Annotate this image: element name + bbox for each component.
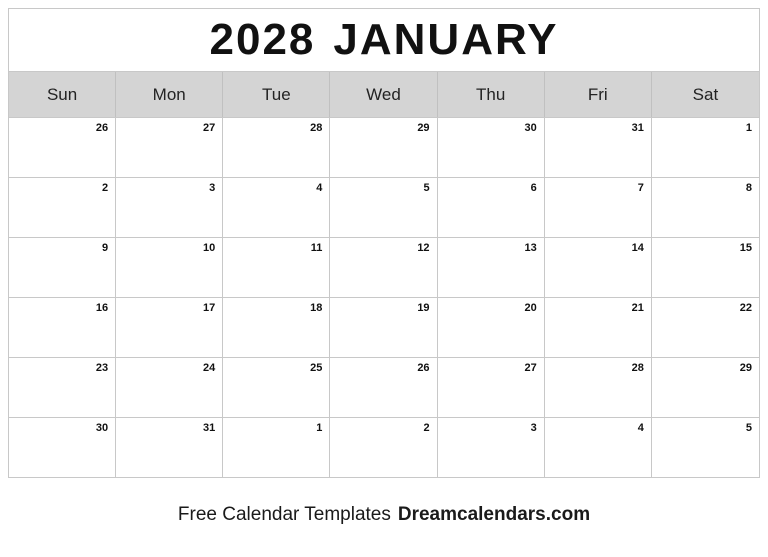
day-number: 9 <box>102 242 109 254</box>
calendar-month: JANUARY <box>333 15 559 64</box>
day-cell[interactable] <box>223 238 330 297</box>
day-number: 5 <box>745 422 752 434</box>
weekday-mon: Mon <box>116 72 223 117</box>
week-row <box>9 418 759 478</box>
day-cell[interactable] <box>9 418 116 477</box>
day-number: 24 <box>203 362 216 374</box>
day-cell[interactable] <box>9 358 116 417</box>
day-cell[interactable] <box>330 118 437 177</box>
day-cell[interactable] <box>116 118 223 177</box>
day-number: 3 <box>530 422 537 434</box>
day-number: 22 <box>739 302 752 314</box>
day-number: 17 <box>203 302 216 314</box>
day-cell[interactable] <box>438 358 545 417</box>
day-number: 25 <box>310 362 323 374</box>
day-number: 13 <box>524 242 537 254</box>
day-number: 1 <box>316 422 323 434</box>
day-cell[interactable] <box>9 298 116 357</box>
day-cell[interactable] <box>545 298 652 357</box>
day-number: 5 <box>423 182 430 194</box>
day-number: 20 <box>524 302 537 314</box>
day-number: 2 <box>102 182 109 194</box>
day-number: 15 <box>739 242 752 254</box>
day-cell[interactable] <box>116 298 223 357</box>
day-cell[interactable] <box>545 118 652 177</box>
day-cell[interactable] <box>438 118 545 177</box>
day-number: 27 <box>524 362 537 374</box>
day-number: 11 <box>310 242 323 254</box>
week-row <box>9 118 759 178</box>
day-number: 31 <box>203 422 216 434</box>
weekday-thu: Thu <box>438 72 545 117</box>
day-cell[interactable] <box>330 298 437 357</box>
day-number: 30 <box>95 422 109 434</box>
day-number: 16 <box>95 302 109 314</box>
footer <box>8 478 760 557</box>
day-cell[interactable] <box>9 178 116 237</box>
day-number: 10 <box>203 242 216 254</box>
weekday-sun: Sun <box>9 72 116 117</box>
day-number: 23 <box>95 362 109 374</box>
day-cell[interactable] <box>438 178 545 237</box>
day-cell[interactable] <box>223 178 330 237</box>
day-cell[interactable] <box>545 238 652 297</box>
day-number: 3 <box>209 182 216 194</box>
day-cell[interactable] <box>223 358 330 417</box>
footer-text: Free Calendar Templates <box>177 503 391 525</box>
day-cell[interactable] <box>223 418 330 477</box>
day-cell[interactable] <box>652 238 759 297</box>
day-cell[interactable] <box>652 178 759 237</box>
week-row <box>9 238 759 298</box>
day-cell[interactable] <box>9 238 116 297</box>
day-cell[interactable] <box>438 238 545 297</box>
day-cell[interactable] <box>545 358 652 417</box>
day-cell[interactable] <box>223 118 330 177</box>
page-title <box>210 15 559 65</box>
day-number: 30 <box>524 122 537 134</box>
day-number: 7 <box>637 182 644 194</box>
day-number: 14 <box>631 242 644 254</box>
day-cell[interactable] <box>545 178 652 237</box>
day-cell[interactable] <box>330 238 437 297</box>
day-cell[interactable] <box>330 178 437 237</box>
weekday-header-row <box>9 72 759 118</box>
weekday-fri: Fri <box>545 72 652 117</box>
day-cell[interactable] <box>652 298 759 357</box>
calendar-year: 2028 <box>209 15 316 64</box>
day-cell[interactable] <box>116 358 223 417</box>
day-number: 27 <box>203 122 216 134</box>
day-number: 18 <box>310 302 323 314</box>
day-cell[interactable] <box>438 418 545 477</box>
day-number: 21 <box>631 302 644 314</box>
day-number: 26 <box>417 362 430 374</box>
day-cell[interactable] <box>545 418 652 477</box>
day-cell[interactable] <box>116 178 223 237</box>
day-number: 6 <box>530 182 537 194</box>
day-cell[interactable] <box>223 298 330 357</box>
weekday-wed: Wed <box>330 72 437 117</box>
week-row <box>9 358 759 418</box>
day-number: 28 <box>631 362 644 374</box>
day-number: 4 <box>316 182 323 194</box>
day-number: 31 <box>631 122 644 134</box>
day-number: 26 <box>95 122 109 134</box>
day-cell[interactable] <box>652 418 759 477</box>
day-number: 28 <box>310 122 323 134</box>
footer-brand: Dreamcalendars.com <box>397 503 591 525</box>
day-cell[interactable] <box>116 238 223 297</box>
day-number: 12 <box>417 242 430 254</box>
day-cell[interactable] <box>438 298 545 357</box>
day-cell[interactable] <box>652 118 759 177</box>
calendar-grid <box>8 8 760 478</box>
day-cell[interactable] <box>330 358 437 417</box>
day-number: 1 <box>745 122 752 134</box>
weekday-tue: Tue <box>223 72 330 117</box>
calendar-title-row <box>9 9 759 72</box>
week-row <box>9 298 759 358</box>
day-cell[interactable] <box>330 418 437 477</box>
day-cell[interactable] <box>652 358 759 417</box>
day-cell[interactable] <box>116 418 223 477</box>
day-number: 29 <box>417 122 430 134</box>
week-row <box>9 178 759 238</box>
day-cell[interactable] <box>9 118 116 177</box>
day-number: 29 <box>739 362 752 374</box>
weekday-sat: Sat <box>692 84 719 104</box>
day-number: 2 <box>423 422 430 434</box>
day-number: 4 <box>637 422 644 434</box>
day-number: 19 <box>417 302 430 314</box>
day-number: 8 <box>745 182 752 194</box>
